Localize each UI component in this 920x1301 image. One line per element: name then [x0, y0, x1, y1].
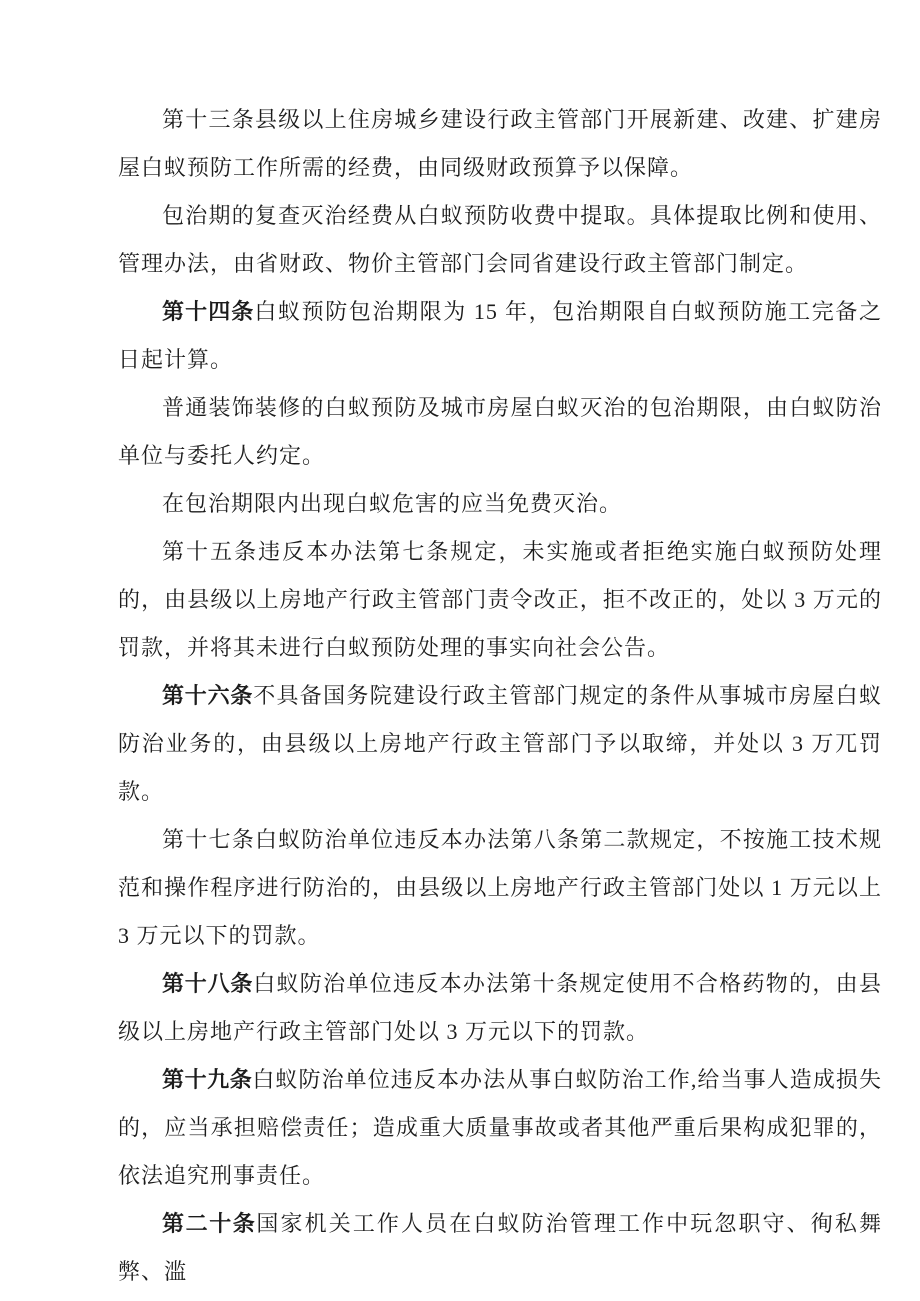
- paragraph-text: 不具备国务院建设行政主管部门规定的条件从事城市房屋白蚁防治业务的，由县级以上房地产行政主管部门予以取缔，并处以 3 万兀罚款。: [118, 683, 882, 804]
- article-number: 第十六条: [162, 683, 254, 708]
- paragraph-text: 在包治期限内出现白蚁危害的应当免费灭治。: [162, 491, 623, 516]
- paragraph: [118, 672, 882, 816]
- paragraph: [118, 816, 882, 960]
- paragraph: [118, 288, 882, 384]
- article-number: 第十七条: [162, 827, 255, 852]
- paragraph: [118, 192, 882, 288]
- paragraph: [118, 384, 882, 480]
- article-number: 第十三条: [162, 107, 255, 132]
- paragraph: [118, 1056, 882, 1200]
- paragraph-text: 白蚁防治单位违反本办法第八条第二款规定，不按施工技术规范和操作程序进行防治的，由县级以上房地产行政主管部门处以 1 万元以上 3 万元以下的罚款。: [118, 827, 882, 948]
- paragraph-text: 违反本办法第七条规定，未实施或者拒绝实施白蚁预防处理的，由县级以上房地产行政主管部门责令改正，拒不改正的，处以 3 万元的罚款，并将其未进行白蚁预防处理的事实向社会公告。: [118, 539, 882, 660]
- paragraph-text: 国家机关工作人员在白蚁防治管理工作中玩忽职守、徇私舞弊、滥: [118, 1211, 882, 1284]
- paragraph-text: 普通装饰装修的白蚁预防及城市房屋白蚁灭治的包治期限，由白蚁防治单位与委托人约定。: [118, 395, 882, 468]
- article-number: 第十四条: [162, 299, 255, 324]
- paragraph: [118, 528, 882, 672]
- paragraph: [118, 1200, 882, 1296]
- paragraph: [118, 960, 882, 1056]
- paragraph-text: 白蚁预防包治期限为 15 年，包治期限自白蚁预防施工完备之日起计算。: [118, 299, 882, 372]
- article-number: 第十五条: [162, 539, 259, 564]
- article-number: 第十八条: [162, 971, 254, 996]
- paragraph: [118, 480, 882, 528]
- paragraph-text: 包治期的复查灭治经费从白蚁预防收费中提取。具体提取比例和使用、管理办法，由省财政、物价主管部门会同省建设行政主管部门制定。: [118, 203, 882, 276]
- article-number: 第二十条: [162, 1211, 257, 1236]
- paragraph-text: 白蚁防治单位违反本办法第十条规定使用不合格药物的，由县级以上房地产行政主管部门处以 3 万元以下的罚款。: [118, 971, 882, 1044]
- article-number: 第十九条: [162, 1067, 253, 1092]
- paragraph-text: 白蚁防治单位违反本办法从事白蚁防治工作,给当事人造成损失的，应当承担赔偿责任；造成重大质量事故或者其他严重后果构成犯罪的，依法追究刑事责任。: [118, 1067, 882, 1188]
- paragraph-text: 县级以上住房城乡建设行政主管部门开展新建、改建、扩建房屋白蚁预防工作所需的经费，由同级财政预算予以保障。: [118, 107, 882, 180]
- paragraph: [118, 96, 882, 192]
